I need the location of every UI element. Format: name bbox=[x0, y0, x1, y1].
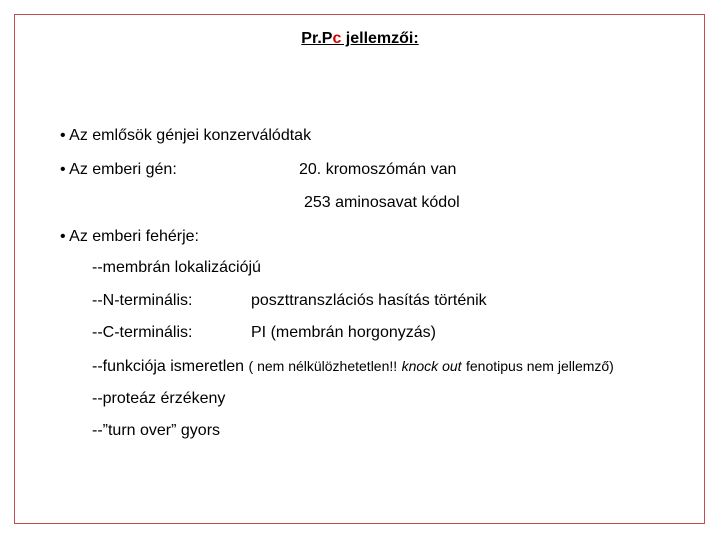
turnover-fast: --”turn over” gyors bbox=[92, 422, 221, 439]
function-note-c: fenotipus nem jellemző) bbox=[466, 358, 614, 374]
bullet-human-protein-label: • Az emberi fehérje: bbox=[60, 228, 199, 245]
slide-title bbox=[0, 30, 720, 48]
title-accent: c bbox=[332, 30, 342, 47]
bullet-human-gene-label: • Az emberi gén: bbox=[60, 161, 177, 178]
gene-chromosome: 20. kromoszómán van bbox=[299, 161, 457, 178]
function-label: --funkciója ismeretlen bbox=[92, 358, 245, 375]
function-note-a: ( nem nélkülözhetetlen!! bbox=[248, 358, 398, 374]
n-terminal-label: --N-terminális: bbox=[92, 292, 193, 309]
title-part1: Pr.P bbox=[301, 30, 333, 47]
function-note-knockout: knock out bbox=[401, 358, 462, 374]
protease-sensitive: --proteáz érzékeny bbox=[92, 390, 226, 407]
n-terminal-value: poszttranszlációs hasítás történik bbox=[251, 292, 487, 309]
protein-membrane: --membrán lokalizációjú bbox=[92, 259, 261, 276]
function-unknown-row bbox=[92, 356, 614, 377]
bullet-conserved: • Az emlősök génjei konzerválódtak bbox=[60, 127, 312, 144]
gene-aminoacids: 253 aminosavat kódol bbox=[304, 194, 460, 211]
c-terminal-value: PI (membrán horgonyzás) bbox=[251, 324, 436, 341]
title-part2: jellemzői: bbox=[341, 30, 419, 47]
c-terminal-label: --C-terminális: bbox=[92, 324, 193, 341]
